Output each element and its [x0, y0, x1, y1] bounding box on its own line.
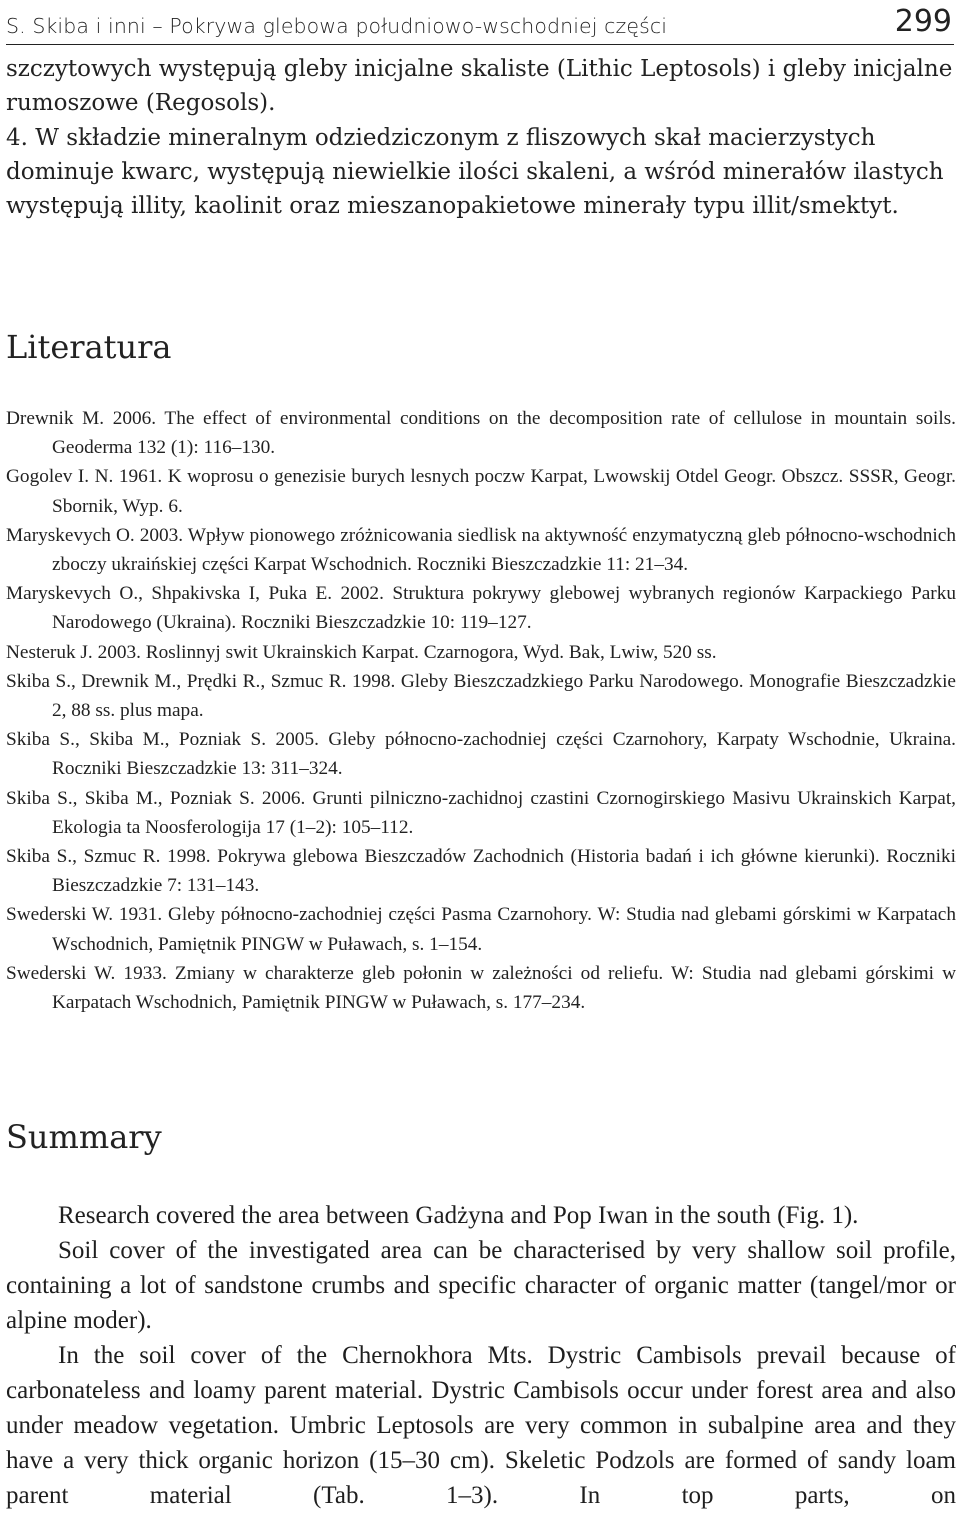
reference-item: Drewnik M. 2006. The effect of environmental conditions on the decomposition rate of cellulose in mountain soils. Geoderma 132 (1): 116–130.	[6, 408, 956, 459]
reference-item: Nesteruk J. 2003. Roslinnyj swit Ukrainskich Karpat. Czarnogora, Wyd. Bak, Lwiw, 520 ss.	[6, 641, 717, 663]
reference-item: Gogolev I. N. 1961. K woprosu o genezisie burych lesnych poczw Karpat, Lwowskij Otdel Geogr. Obszcz. SSSR, Geogr. Sbornik, Wyp. 6.	[6, 466, 956, 517]
summary-heading: Summary	[6, 1118, 162, 1156]
reference-item: Skiba S., Skiba M., Pozniak S. 2006. Grunti pilniczno-zachidnoj czastini Czornogirskiego Masivu Ukrainskich Karpat, Ekologia ta Noosferologija 17 (1–2): 105–112.	[6, 787, 956, 838]
reference-list	[6, 404, 956, 1017]
summary-text	[6, 1198, 956, 1513]
reference-item: Swederski W. 1933. Zmiany w charakterze gleb połonin w zależności od reliefu. W: Studia nad glebami górskimi w Karpatach Wschodnich, Pamiętnik PINGW w Puławach, s. 177–234.	[6, 962, 956, 1014]
intro-paragraph-1: szczytowych występują gleby inicjalne skaliste (Lithic Leptosols) i gleby inicjalne rumoszowe (Regosols).	[6, 56, 953, 117]
summary-paragraph: Research covered the area between Gadżyna and Pop Iwan in the south (Fig. 1).	[58, 1202, 859, 1229]
literatura-heading: Literatura	[6, 328, 172, 366]
running-header	[6, 2, 954, 45]
running-title: S. Skiba i inni – Pokrywa glebowa południowo-wschodniej części	[6, 14, 668, 38]
reference-item: Maryskevych O. 2003. Wpływ pionowego zróżnicowania siedlisk na aktywność enzymatyczną gleb północno-wschodnich zboczy ukraińskiej części Karpat Wschodnich. Roczniki Bieszczadzkie 11: 21–34.	[6, 524, 956, 576]
summary-paragraph: In the soil cover of the Chernokhora Mts. Dystric Cambisols prevail because of carbonateless and loamy parent material. Dystric Cambisols occur under forest area and also under meadow vegetation. Umbric Leptosols are very common in subalpine area and they have a very thick organic horizon (15–30 cm). Skeletic Podzols are formed of sandy loam parent material (Tab. 1–3). In top parts, on	[6, 1342, 956, 1509]
summary-paragraph: Soil cover of the investigated area can be characterised by very shallow soil profile, containing a lot of sandstone crumbs and specific character of organic matter (tangel/mor or alpine moder).	[6, 1237, 956, 1334]
page-number: 299	[894, 4, 952, 39]
reference-item: Maryskevych O., Shpakivska I, Puka E. 2002. Struktura pokrywy glebowej wybranych regionów Karpackiego Parku Narodowego (Ukraina). Roczniki Bieszczadzkie 10: 119–127.	[6, 583, 956, 634]
reference-item: Skiba S., Skiba M., Pozniak S. 2005. Gleby północno-zachodniej części Czarnohory, Karpaty Wschodnie, Ukraina. Roczniki Bieszczadzkie 13: 311–324.	[6, 729, 956, 780]
intro-text	[6, 52, 956, 223]
reference-item: Skiba S., Szmuc R. 1998. Pokrywa glebowa Bieszczadów Zachodnich (Historia badań i ich główne kierunki). Roczniki Bieszczadzkie 7: 131–143.	[6, 846, 956, 897]
reference-item: Swederski W. 1931. Gleby północno-zachodniej części Pasma Czarnohory. W: Studia nad glebami górskimi w Karpatach Wschodnich, Pamiętnik PINGW w Puławach, s. 1–154.	[6, 904, 956, 955]
reference-item: Skiba S., Drewnik M., Prędki R., Szmuc R. 1998. Gleby Bieszczadzkiego Parku Narodowego. Monografie Bieszczadzkie 2, 88 ss. plus mapa.	[6, 670, 956, 722]
intro-paragraph-2: 4. W składzie mineralnym odziedziczonym z fliszowych skał macierzystych dominuje kwarc, występują niewielkie ilości skaleni, a wśród minerałów ilastych występują illity, kaolinit oraz mieszanopakietowe minerały typu illit/smektyt.	[6, 124, 944, 220]
